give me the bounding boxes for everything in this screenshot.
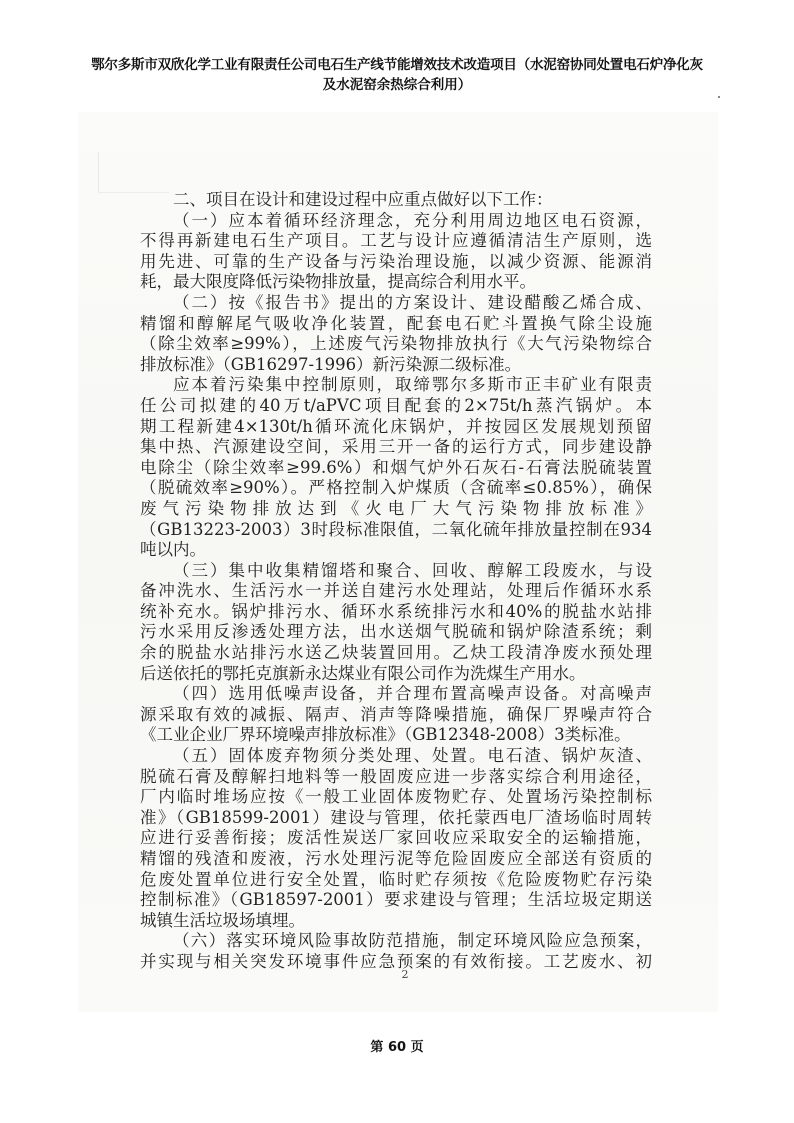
scan-speck	[718, 96, 720, 98]
text-line: 应本着污染集中控制原则，取缔鄂尔多斯市正丰矿业有限责	[173, 375, 652, 395]
text-line: 用先进、可靠的生产设备与污染治理设施，以减少资源、能源消	[140, 251, 652, 271]
text-line: 并实现与相关突发环境事件应急预案的有效衔接。工艺废水、初	[140, 951, 652, 971]
text-line: 危废处置单位进行安全处置，临时贮存须按《危险废物贮存污染	[140, 869, 652, 889]
text-line: 耗，最大限度降低污染物排放量，提高综合利用水平。	[140, 272, 536, 292]
text-line: 统补充水。锅炉排污水、循环水系统排污水和40%的脱盐水站排	[140, 601, 652, 621]
scan-page-number: 2	[401, 968, 409, 981]
text-line: （五）固体废弃物须分类处理、处置。电石渣、锅炉灰渣、	[173, 746, 652, 766]
header-line-1: 鄂尔多斯市双欣化学工业有限责任公司电石生产线节能增效技术改造项目（水泥窑协同处置电石炉净化灰	[91, 57, 703, 73]
text-line: 准》（GB18599-2001）建设与管理，依托蒙西电厂渣场临时周转	[140, 807, 652, 827]
text-line: （脱硫效率≥90%）。严格控制入炉煤质（含硫率≤0.85%），确保	[140, 478, 652, 498]
text-line: 厂内临时堆场应按《一般工业固体废物贮存、处置场污染控制标	[140, 787, 652, 807]
scanned-body-text	[140, 190, 652, 973]
text-line: （六）落实环境风险事故防范措施，制定环境风险应急预案，	[173, 931, 652, 951]
text-line: 排放标准》（GB16297-1996）新污染源二级标准。	[140, 354, 522, 374]
text-line: 精馏的残渣和废液，污水处理污泥等危险固废应全部送有资质的	[140, 849, 652, 868]
text-line: 应进行妥善衔接；废活性炭送厂家回收应采取安全的运输措施，	[140, 828, 652, 848]
page-footer: 第 60 页	[370, 1040, 424, 1055]
text-line: 控制标准》（GB18597-2001）要求建设与管理；生活垃圾定期送	[140, 890, 652, 910]
scan-artifact	[98, 152, 169, 193]
text-line: 电除尘（除尘效率≥99.6%）和烟气炉外石灰石-石膏法脱硫装置	[140, 457, 652, 477]
text-line: 不得再新建电石生产项目。工艺与设计应遵循清洁生产原则，选	[140, 231, 652, 251]
text-line: 《工业企业厂界环境噪声排放标准》（GB12348-2008）3类标准。	[140, 725, 631, 745]
text-line: （四）选用低噪声设备，并合理布置高噪声设备。对高噪声	[173, 684, 652, 704]
text-line: 集中热、汽源建设空间，采用三开一备的运行方式，同步建设静	[140, 437, 652, 457]
text-line: 精馏和醇解尾气吸收净化装置，配套电石贮斗置换气除尘设施	[140, 313, 652, 333]
document-header	[60, 55, 734, 95]
text-line: （除尘效率≥99%），上述废气污染物排放执行《大气污染物综合	[140, 334, 652, 354]
text-line: （一）应本着循环经济理念，充分利用周边地区电石资源，	[173, 210, 652, 230]
text-line: 备冲洗水、生活污水一并送自建污水处理站，处理后作循环水系	[140, 581, 652, 601]
text-line: 后送依托的鄂托克旗新永达煤业有限公司作为洗煤生产用水。	[140, 663, 586, 683]
text-line: （三）集中收集精馏塔和聚合、回收、醇解工段废水，与设	[173, 560, 652, 580]
header-line-2: 及水泥窑余热综合利用）	[322, 77, 472, 93]
text-line: 源采取有效的减振、隔声、消声等降噪措施，确保厂界噪声符合	[140, 704, 652, 724]
text-line: 任公司拟建的40万t/aPVC项目配套的2×75t/h蒸汽锅炉。本	[140, 395, 652, 415]
text-line: 二、项目在设计和建设过程中应重点做好以下工作：	[173, 190, 553, 209]
text-line: （GB13223-2003）3时段标准限值，二氧化硫年排放量控制在934	[140, 519, 652, 539]
text-line: 废气污染物排放达到《火电厂大气污染物排放标准》	[140, 498, 652, 518]
text-line: （二）按《报告书》提出的方案设计、建设醋酸乙烯合成、	[173, 292, 652, 312]
text-line: 期工程新建4×130t/h循环流化床锅炉，并按园区发展规划预留	[140, 416, 652, 436]
text-line: 余的脱盐水站排污水送乙炔装置回用。乙炔工段清净废水预处理	[140, 643, 652, 663]
text-line: 吨以内。	[140, 540, 206, 560]
text-line: 脱硫石膏及醇解扫地料等一般固废应进一步落实综合利用途径，	[140, 766, 652, 786]
text-line: 污水采用反渗透处理方法，出水送烟气脱硫和锅炉除渣系统；剩	[140, 622, 652, 642]
text-line: 城镇生活垃圾场填埋。	[140, 910, 305, 930]
